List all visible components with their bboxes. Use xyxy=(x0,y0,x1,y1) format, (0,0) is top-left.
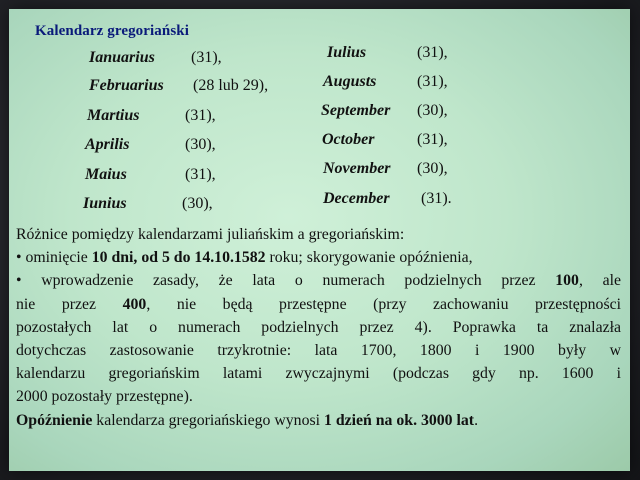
month-days: (30), xyxy=(182,195,213,212)
slide-title: Kalendarz gregoriański xyxy=(35,23,190,39)
paragraph-line: pozostałych lat o numerach podzielnych przez 4). Poprawka ta znalazła xyxy=(16,318,621,336)
paragraph-line: dotychczas zastosowanie trzykrotnie: lata 1700, 1800 i 1900 były w xyxy=(16,342,621,360)
month-name: November xyxy=(323,160,391,177)
month-item xyxy=(323,160,448,178)
text-run: , ale xyxy=(578,272,621,290)
paragraph-line xyxy=(16,293,621,316)
month-item xyxy=(323,190,452,208)
month-name: Ianuarius xyxy=(89,49,155,66)
month-name: September xyxy=(321,102,391,119)
month-item xyxy=(87,107,216,125)
month-item xyxy=(85,166,216,184)
month-item xyxy=(83,195,213,213)
month-days: (31), xyxy=(417,44,448,61)
month-days: (30), xyxy=(185,136,216,153)
text-run: • wprowadzenie zasady, że lata o numerach podzielnych przez xyxy=(16,272,556,290)
month-item xyxy=(85,136,216,154)
month-name: Februarius xyxy=(89,77,164,94)
month-days: (31), xyxy=(417,73,448,90)
month-name: October xyxy=(322,131,375,148)
month-item xyxy=(321,102,448,120)
month-item xyxy=(322,131,448,149)
text-run: roku; skorygowanie opóźnienia, xyxy=(265,249,473,267)
month-days: (31), xyxy=(185,166,216,183)
month-days: (30), xyxy=(417,102,448,119)
paragraph-intro: Różnice pomiędzy kalendarzami juliańskim a gregoriańskim: xyxy=(16,226,405,243)
month-name: Martius xyxy=(87,107,140,124)
text-run: nie przez xyxy=(16,295,123,313)
paragraph-line: 2000 pozostały przestępne). xyxy=(16,388,193,406)
month-days: (31), xyxy=(185,107,216,124)
bold-run: 100 xyxy=(555,272,579,290)
text-run: . xyxy=(474,411,479,429)
month-name: Iunius xyxy=(83,195,127,212)
bold-run: Opóźnienie xyxy=(16,411,93,429)
bullet-line xyxy=(16,246,621,269)
text-run: • ominięcie xyxy=(16,249,92,267)
month-days: (28 lub 29), xyxy=(193,77,269,94)
bold-run: 400 xyxy=(122,295,147,313)
month-days: (31), xyxy=(191,49,222,66)
month-name: Maius xyxy=(85,166,127,183)
month-days: (30), xyxy=(417,160,448,177)
month-name: Augusts xyxy=(323,73,377,90)
bold-run: 10 dni, od 5 do 14.10.1582 xyxy=(91,249,266,267)
month-days: (31), xyxy=(417,131,448,148)
month-days: (31). xyxy=(421,190,452,207)
paragraph-line: kalendarzu gregoriańskim latami zwyczajnymi (podczas gdy np. 1600 i xyxy=(16,365,621,383)
text-run: kalendarza gregoriańskiego wynosi xyxy=(92,411,324,429)
month-name: December xyxy=(323,190,390,207)
month-name: Iulius xyxy=(327,44,367,61)
bullet-line xyxy=(16,269,621,292)
differences-paragraph xyxy=(16,223,621,432)
month-item xyxy=(89,49,222,67)
month-item xyxy=(327,44,448,62)
text-run: , nie będą przestępne (przy zachowaniu przestępności xyxy=(146,295,621,313)
summary-line xyxy=(16,409,621,432)
slide xyxy=(9,9,630,471)
bold-run: 1 dzień na ok. 3000 lat xyxy=(323,411,475,429)
month-item xyxy=(323,73,448,91)
month-item xyxy=(89,77,269,95)
month-name: Aprilis xyxy=(85,136,130,153)
